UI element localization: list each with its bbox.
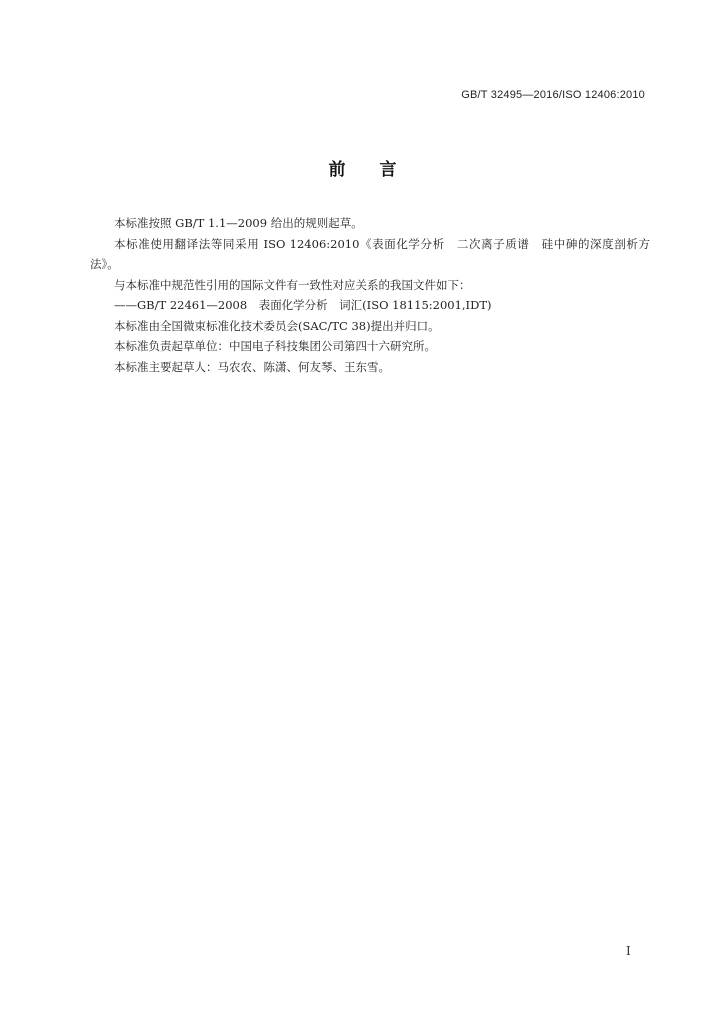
foreword-body <box>90 213 650 377</box>
paragraph-drafting-rules: 本标准按照 GB/T 1.1—2009 给出的规则起草。 <box>114 216 363 230</box>
paragraph-correspondence: 与本标准中规范性引用的国际文件有一致性对应关系的我国文件如下： <box>114 277 471 292</box>
paragraph-proposed-by: 本标准由全国微束标准化技术委员会(SAC/TC 38)提出并归口。 <box>114 318 440 333</box>
reference-list-item: ——GB/T 22461—2008 表面化学分析 词汇(ISO 18115:2001,IDT) <box>114 298 492 312</box>
standard-number-header: GB/T 32495—2016/ISO 12406:2010 <box>461 89 645 101</box>
paragraph-drafting-unit: 本标准负责起草单位：中国电子科技集团公司第四十六研究所。 <box>114 339 436 353</box>
page-number: I <box>626 944 631 958</box>
paragraph-drafters: 本标准主要起草人：马农农、陈潇、何友琴、王东雪。 <box>114 359 390 374</box>
paragraph-adoption: 本标准使用翻译法等同采用 ISO 12406:2010《表面化学分析 二次离子质谱 硅中砷的深度剖析方法》。 <box>90 236 650 271</box>
page-title: 前言 <box>328 160 431 180</box>
